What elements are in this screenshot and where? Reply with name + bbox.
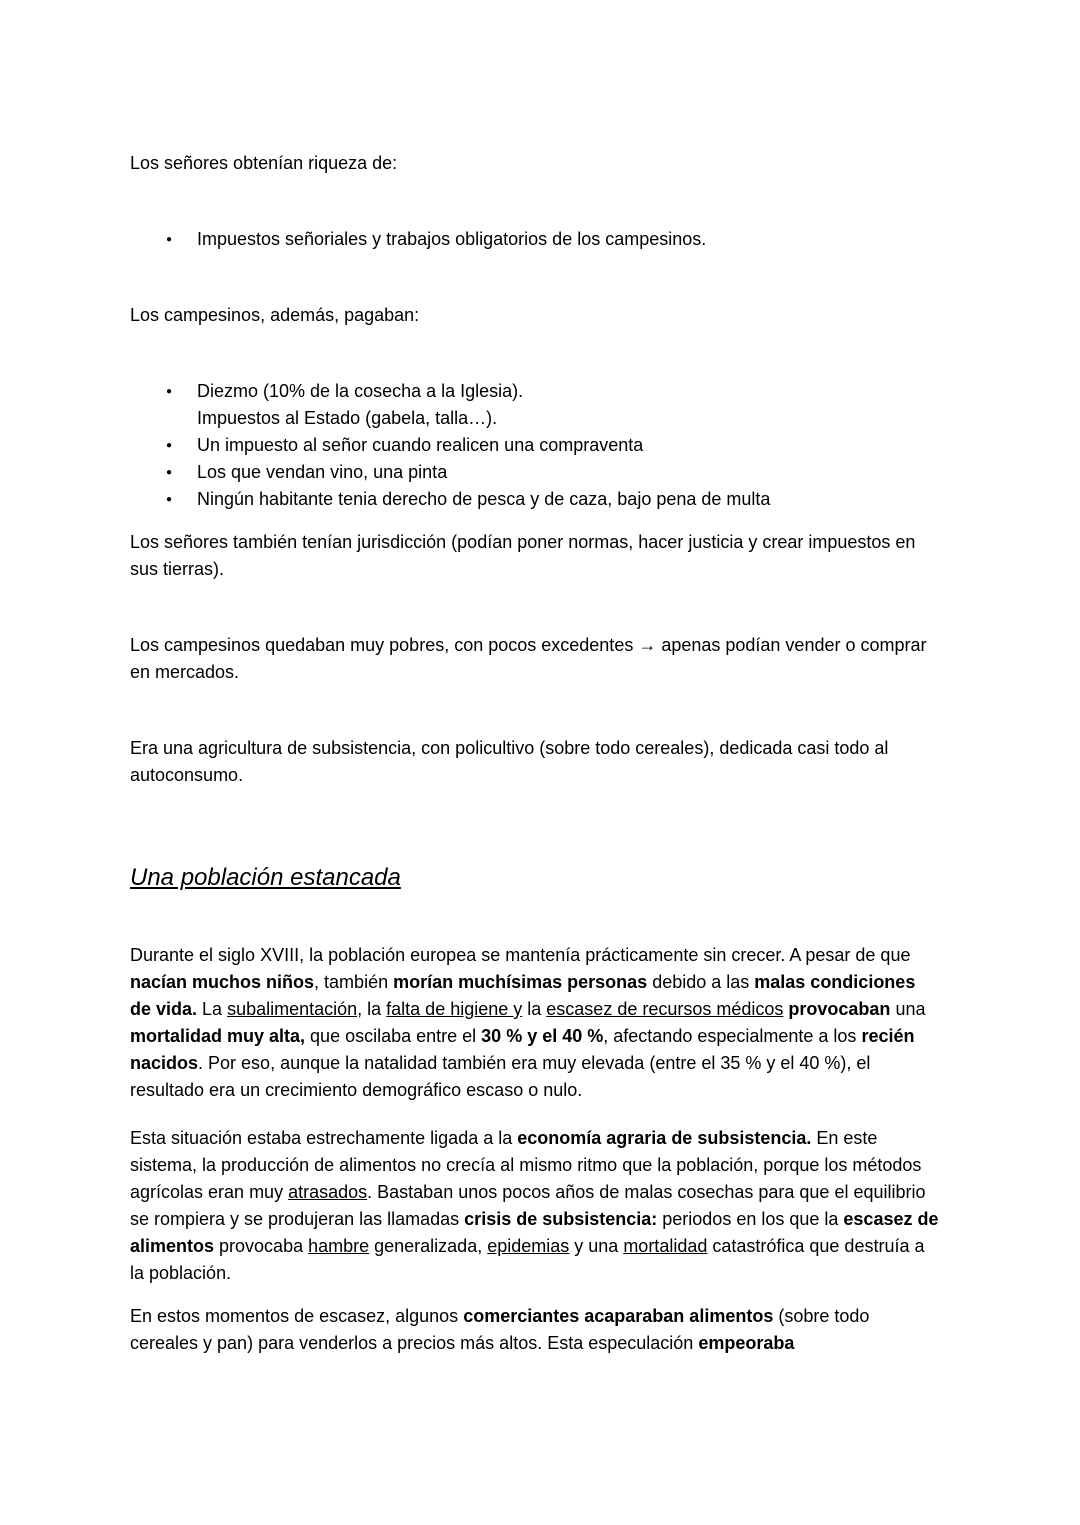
text-segment: recién nacidos xyxy=(130,1026,915,1073)
text-segment: Los campesinos, además, pagaban: xyxy=(130,305,420,325)
text-segment: provocaba xyxy=(214,1236,309,1256)
text-segment: (sobre todo cereales y pan) para venderlos a precios más altos. Esta especulación xyxy=(130,1306,870,1353)
text-segment: Diezmo (10% de la cosecha a la Iglesia). xyxy=(197,381,524,401)
text-segment: escasez de recursos médicos xyxy=(546,999,784,1019)
text-segment: falta de higiene y xyxy=(386,999,523,1019)
bullet-icon: ● xyxy=(166,494,173,505)
text-segment: Un impuesto al señor cuando realicen una compraventa xyxy=(197,435,644,455)
bullet-icon: ● xyxy=(166,386,173,397)
text-segment: que oscilaba entre el xyxy=(305,1026,482,1046)
text-segment: morían muchísimas personas xyxy=(393,972,648,992)
bullet-item-text xyxy=(197,378,940,432)
text-segment: la xyxy=(522,999,547,1019)
text-segment: economía agraria de subsistencia. xyxy=(517,1128,812,1148)
text-segment: empeoraba xyxy=(698,1333,795,1353)
bullet-item-line xyxy=(197,378,940,405)
text-segment: Ningún habitante tenia derecho de pesca y de caza, bajo pena de multa xyxy=(197,489,771,509)
bullet-item-text xyxy=(197,432,940,459)
text-segment: Los señores también tenían jurisdicción (podían poner normas, hacer justicia y crear impuestos en sus tierras). xyxy=(130,532,916,579)
text-segment: , también xyxy=(314,972,394,992)
text-segment: generalizada, xyxy=(369,1236,488,1256)
bullet-list xyxy=(130,378,940,513)
bullet-item-line xyxy=(197,405,940,432)
text-segment: malas condiciones de vida. xyxy=(130,972,916,1019)
paragraph xyxy=(130,942,940,1104)
text-segment: atrasados xyxy=(288,1182,368,1202)
text-segment: hambre xyxy=(308,1236,370,1256)
text-segment: . Bastaban unos pocos años de malas cosechas para que el equilibrio se rompiera y se produjeran las llamadas xyxy=(130,1182,926,1229)
bullet-list-item xyxy=(166,378,940,432)
text-segment: y una xyxy=(569,1236,624,1256)
text-segment: mortalidad xyxy=(623,1236,708,1256)
bullet-list-item xyxy=(166,226,940,253)
paragraph xyxy=(130,150,940,177)
bullet-item-text xyxy=(197,226,940,253)
text-segment: mortalidad muy alta, xyxy=(130,1026,306,1046)
bullet-item-line xyxy=(197,432,940,459)
paragraph xyxy=(130,302,940,329)
bullet-item-line xyxy=(197,459,940,486)
text-segment: Una población estancada xyxy=(130,864,401,891)
text-segment: , la xyxy=(357,999,387,1019)
text-segment: epidemias xyxy=(487,1236,570,1256)
text-segment: nacían muchos niños xyxy=(130,972,315,992)
text-segment: Impuestos señoriales y trabajos obligatorios de los campesinos. xyxy=(197,229,707,249)
bullet-icon: ● xyxy=(166,467,173,478)
text-segment: En este sistema, la producción de alimentos no crecía al mismo ritmo que la población, porque los métodos agrícolas eran muy xyxy=(130,1128,922,1202)
text-segment: , afectando especialmente a los xyxy=(603,1026,862,1046)
text-segment: una xyxy=(890,999,926,1019)
paragraph xyxy=(130,735,940,789)
paragraph xyxy=(130,529,940,583)
text-segment: Esta situación estaba estrechamente ligada a la xyxy=(130,1128,518,1148)
text-segment: comerciantes acaparaban alimentos xyxy=(463,1306,774,1326)
bullet-item-line xyxy=(197,486,940,513)
text-segment: Los campesinos quedaban muy pobres, con pocos excedentes → apenas podían vender o comprar en mercados. xyxy=(130,635,927,682)
text-segment: catastrófica que destruía a la población. xyxy=(130,1236,925,1283)
text-segment: . Por eso, aunque la natalidad también era muy elevada (entre el 35 % y el 40 %), el resultado era un crecimiento demográfico escaso o nulo. xyxy=(130,1053,871,1100)
text-segment: crisis de subsistencia: xyxy=(464,1209,658,1229)
text-segment: Impuestos al Estado (gabela, talla…). xyxy=(197,408,498,428)
bullet-item-line xyxy=(197,226,940,253)
bullet-list-item xyxy=(166,459,940,486)
bullet-list-item xyxy=(166,486,940,513)
text-segment: La xyxy=(197,999,228,1019)
bullet-icon: ● xyxy=(166,440,173,451)
text-segment: Los que vendan vino, una pinta xyxy=(197,462,448,482)
bullet-list xyxy=(130,226,940,253)
text-segment: subalimentación xyxy=(227,999,358,1019)
text-segment: periodos en los que la xyxy=(657,1209,844,1229)
section-heading xyxy=(130,862,940,893)
bullet-item-text xyxy=(197,486,940,513)
bullet-list-item xyxy=(166,432,940,459)
bullet-item-text xyxy=(197,459,940,486)
text-segment: debido a las xyxy=(647,972,755,992)
paragraph xyxy=(130,1125,940,1287)
text-segment: En estos momentos de escasez, algunos xyxy=(130,1306,464,1326)
text-segment: Era una agricultura de subsistencia, con policultivo (sobre todo cereales), dedicada casi todo al autoconsumo. xyxy=(130,738,889,785)
text-segment: Durante el siglo XVIII, la población europea se mantenía prácticamente sin crecer. A pesar de que xyxy=(130,945,911,965)
text-segment: Los señores obtenían riqueza de: xyxy=(130,153,398,173)
paragraph xyxy=(130,1303,940,1357)
paragraph xyxy=(130,632,940,686)
text-segment: 30 % y el 40 % xyxy=(481,1026,604,1046)
bullet-icon: ● xyxy=(166,234,173,245)
text-segment: provocaban xyxy=(788,999,891,1019)
text-segment: escasez de alimentos xyxy=(130,1209,939,1256)
